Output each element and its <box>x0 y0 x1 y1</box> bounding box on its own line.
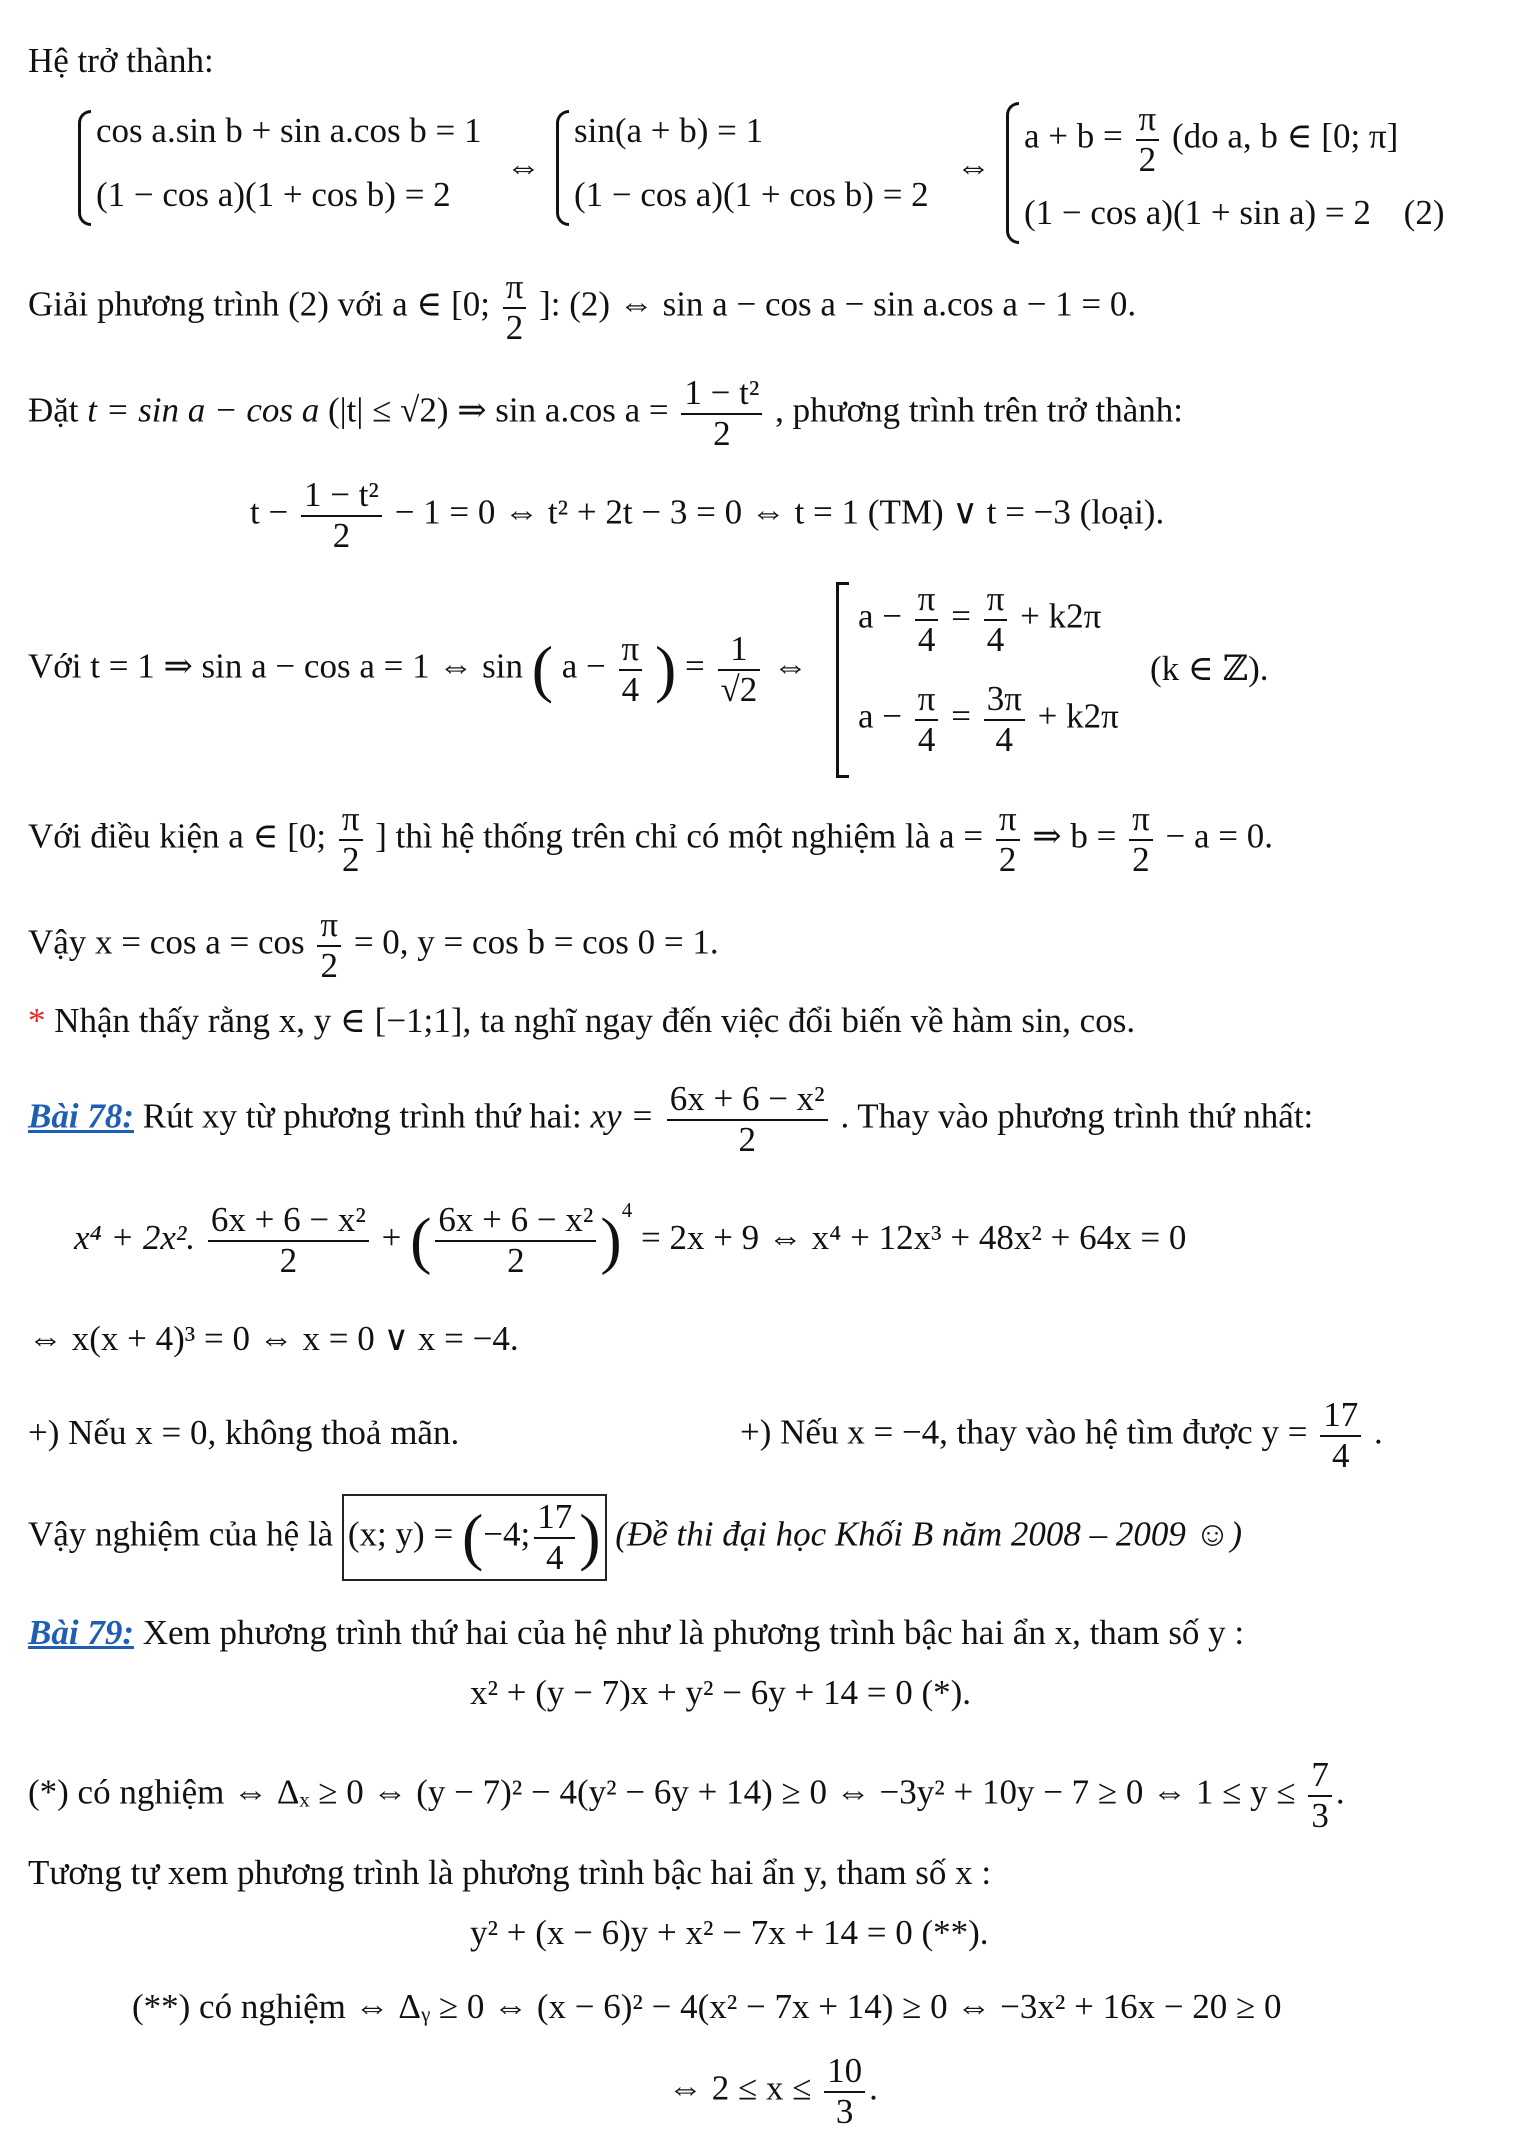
system-original-line2: (1 − cos a)(1 + cos b) = 2 <box>96 175 451 214</box>
fraction-denominator: 2 <box>998 839 1017 879</box>
system-original-line1: cos a.sin b + sin a.cos b = 1 <box>96 111 482 150</box>
fraction-denominator: 3 <box>835 2091 854 2131</box>
iff-symbol: ⇔ <box>506 147 541 186</box>
source-note: (Đề thi đại học Khối B năm 2008 – 2009 ☺) <box>615 1514 1243 1554</box>
fraction-numerator: π <box>996 800 1020 841</box>
pi-over-2-fraction <box>503 268 527 347</box>
pi-over-4-fraction <box>915 580 939 659</box>
fraction-denominator: 4 <box>545 1537 564 1577</box>
eq-rhs: = 2x + 9 ⇔ x⁴ + 12x³ + 48x² + 64x = 0 <box>640 1218 1187 1257</box>
equals: = <box>951 696 971 736</box>
quad-rhs: − 1 = 0 ⇔ t² + 2t − 3 = 0 ⇔ t = 1 (TM) ∨ t = −3 (loại). <box>394 492 1165 532</box>
fraction-numerator: π <box>1129 800 1153 841</box>
fraction-numerator: 7 <box>1308 1756 1332 1797</box>
solution-value: −4; <box>483 1514 531 1554</box>
t-one-prefix: Với t = 1 ⇒ sin a − cos a = 1 ⇔ sin <box>28 646 523 686</box>
case-lhs: a − <box>858 696 903 736</box>
fraction-numerator: π <box>619 630 643 671</box>
vay-prefix: Vậy x = cos a = cos <box>28 922 305 962</box>
note-line <box>28 1000 1135 1042</box>
solve-suffix: ]: (2) ⇔ sin a − cos a − sin a.cos a − 1 = 0. <box>539 284 1137 324</box>
bai79-cond2: (**) có nghiệm ⇔ Δᵧ ≥ 0 ⇔ (x − 6)² − 4(x² − 7x + 14) ≥ 0 ⇔ −3x² + 16x − 20 ≥ 0 <box>132 1987 1282 2026</box>
solve-prefix: Giải phương trình (2) với <box>28 284 384 324</box>
fraction-numerator: π <box>503 268 527 309</box>
bai79-eq2: y² + (x − 6)y + x² − 7x + 14 = 0 (**). <box>470 1913 989 1952</box>
fraction-denominator: 4 <box>917 619 936 659</box>
substitution-prefix: Đặt <box>28 390 79 430</box>
fraction-denominator: 4 <box>1331 1435 1350 1475</box>
fraction-numerator: π <box>915 580 939 621</box>
solution-lhs: (x; y) = <box>347 1514 454 1554</box>
bai78-label: Bài 78: <box>28 1096 134 1136</box>
substitution-fraction <box>435 1201 596 1280</box>
bai78-text1: Rút xy từ phương trình thứ hai: <box>142 1096 582 1136</box>
fraction-denominator: 4 <box>621 669 640 709</box>
bai78-text2: . Thay vào phương trình thứ nhất: <box>840 1096 1314 1136</box>
intro-heading: Hệ trở thành: <box>28 41 214 80</box>
fraction-numerator: 1 − t² <box>301 476 382 517</box>
power-4: 4 <box>621 1198 633 1222</box>
conclusion-prefix: Vậy nghiệm của hệ là <box>28 1514 334 1554</box>
fraction-denominator: 2 <box>1132 839 1150 879</box>
three-pi-over-4-fraction <box>984 680 1025 759</box>
substitution-fraction <box>208 1201 369 1280</box>
eq-lhs: x⁴ + 2x². <box>74 1218 196 1257</box>
equals: = <box>951 596 971 636</box>
seven-over-three-fraction <box>1308 1756 1332 1835</box>
period-term: + k2π <box>1037 696 1119 736</box>
bai79-text1: Xem phương trình thứ hai của hệ như là phương trình bậc hai ẩn x, tham số y : <box>142 1613 1245 1652</box>
bai78-factor: ⇔ x(x + 4)³ = 0 ⇔ x = 0 ∨ x = −4. <box>28 1319 519 1358</box>
pi-over-4-fraction <box>619 630 643 709</box>
note-text: Nhận thấy rằng x, y ∈ [−1;1], ta nghĩ ngay đến việc đổi biến về hàm sin, cos. <box>54 1001 1136 1040</box>
condition-line <box>28 800 1273 879</box>
pi-over-2-fraction <box>1136 100 1160 179</box>
pi-over-2-fraction <box>317 906 341 985</box>
vay-line <box>28 906 719 985</box>
condition-tail: − a = 0. <box>1165 816 1274 856</box>
case-m4-text: +) Nếu x = −4, thay vào hệ tìm được y = <box>740 1412 1308 1452</box>
bai78-case-m4: +) Nếu x = −4, thay vào hệ tìm được y = $\frac{17}{4}$ . <box>740 1395 1383 1475</box>
ten-over-three-fraction <box>824 2052 865 2131</box>
equation-2: (1 − cos a)(1 + sin a) = 2 <box>1024 193 1371 232</box>
fraction-denominator: 2 <box>505 307 524 347</box>
k-in-z: (k ∈ ℤ). <box>1150 649 1269 688</box>
fraction-numerator: π <box>317 906 341 947</box>
range2-text: ⇔ 2 ≤ x ≤ <box>668 2068 812 2108</box>
vay-suffix: = 0, y = cos b = cos 0 = 1. <box>353 922 719 962</box>
fraction-numerator: 6x + 6 − x² <box>208 1201 369 1242</box>
domain-note: (do a, b ∈ [0; π] <box>1171 116 1399 156</box>
case-2 <box>858 680 1119 759</box>
fraction-denominator: 2 <box>738 1119 756 1159</box>
quadratic-t-line <box>250 476 1164 555</box>
substitution-expr: t = sin a − cos a <box>87 390 320 430</box>
one-over-sqrt2-fraction <box>718 630 761 709</box>
iff-symbol-2: ⇔ <box>956 147 991 186</box>
t-equals-one-line: Với t = 1 ⇒ sin a − cos a = 1 ⇔ sin ( a − $\frac{\pi}{4}$ ) = $\frac{1}{√2}$ ⇔ <box>28 629 808 709</box>
cond1-text: (*) có nghiệm ⇔ Δₓ ≥ 0 ⇔ (y − 7)² − 4(y² − 6y + 14) ≥ 0 ⇔ −3y² + 10y − 7 ≥ 0 ⇔ 1 ≤ y ≤ <box>28 1772 1296 1812</box>
fraction-numerator: π <box>1136 100 1160 141</box>
fraction-numerator: 17 <box>1320 1396 1361 1437</box>
bai79-text2: Tương tự xem phương trình là phương trình bậc hai ẩn y, tham số x : <box>28 1853 992 1892</box>
case-bracket <box>836 576 1156 776</box>
bai78-conclusion <box>28 1494 1242 1581</box>
bai78-intro <box>28 1080 1313 1159</box>
xy-equals: xy = <box>590 1096 654 1136</box>
system-final <box>1006 96 1506 246</box>
interval-a: a ∈ [0; <box>392 284 490 324</box>
fraction-denominator: 4 <box>917 719 936 759</box>
bai79-intro <box>28 1612 1244 1654</box>
bai79-range2: ⇔ 2 ≤ x ≤ $\frac{10}{3}$ . <box>668 2051 878 2131</box>
fraction-numerator: π <box>339 800 363 841</box>
fraction-denominator: 2 <box>332 515 351 555</box>
condition-mid: ] thì hệ thống trên chỉ có một nghiệm là <box>375 816 931 856</box>
fraction-denominator: 4 <box>986 619 1005 659</box>
seventeen-over-four-fraction <box>1320 1396 1361 1475</box>
fraction-numerator: 10 <box>824 2052 865 2093</box>
note-star: * <box>28 1001 46 1040</box>
one-minus-t2-fraction <box>301 476 382 555</box>
system-final-line2 <box>1024 192 1444 234</box>
fraction-denominator: 2 <box>507 1240 525 1280</box>
a-plus-b-lhs: a + b = <box>1024 116 1123 156</box>
fraction-numerator: π <box>915 680 939 721</box>
pi-over-2-fraction <box>339 800 363 879</box>
bai79-cond1: (*) có nghiệm ⇔ Δₓ ≥ 0 ⇔ (y − 7)² − 4(y² − 6y + 14) ≥ 0 ⇔ −3y² + 10y − 7 ≥ 0 ⇔ 1 ≤ y ≤ $\frac{7}{3}$ . <box>28 1755 1345 1835</box>
interval-a: a ∈ [0; <box>228 816 327 856</box>
pi-over-2-fraction <box>996 800 1020 879</box>
system-simplified-line1: sin(a + b) = 1 <box>574 111 764 150</box>
fraction-denominator: 2 <box>341 839 360 879</box>
xy-fraction <box>667 1080 828 1159</box>
plus: + <box>381 1218 402 1257</box>
condition-prefix: Với điều kiện <box>28 816 220 856</box>
equals: = <box>685 646 705 686</box>
solution-box: (x; y) = (−4; $\frac{17}{4}$ ) <box>342 1494 607 1581</box>
substitution-suffix: , phương trình trên trở thành: <box>775 390 1183 430</box>
fraction-numerator: 3π <box>984 680 1025 721</box>
bai78-equation: x⁴ + 2x². $\frac{\text{6x + 6 − x²}}{2}$ + ( $\frac{\text{6x + 6 − x²}}{2}$ )$^4$ = 2x + 9 ⇔ x⁴ + 12x³ + 48x² + 64x = 0 <box>74 1198 1187 1280</box>
system-original <box>78 104 498 224</box>
bai78-case-zero: +) Nếu x = 0, không thoả mãn. <box>28 1413 460 1452</box>
fraction-denominator: 3 <box>1311 1795 1329 1835</box>
one-minus-t2-fraction <box>681 374 762 453</box>
fraction-denominator: 2 <box>320 945 338 985</box>
fraction-denominator: 2 <box>713 413 731 453</box>
substitution-condition: (|t| ≤ √2) ⇒ sin a.cos a = <box>328 390 669 430</box>
b-equals: ⇒ b = <box>1032 816 1117 856</box>
bai79-eq1: x² + (y − 7)x + y² − 6y + 14 = 0 (*). <box>470 1673 972 1712</box>
pi-over-2-fraction <box>1129 800 1153 879</box>
pi-over-4-fraction <box>984 580 1008 659</box>
fraction-numerator: π <box>984 580 1008 621</box>
fraction-numerator: 6x + 6 − x² <box>435 1201 596 1242</box>
period-term: + k2π <box>1020 596 1102 636</box>
case-lhs: a − <box>858 596 903 636</box>
equation-2-tag: (2) <box>1403 193 1445 232</box>
solve-eq2-line <box>28 268 1136 347</box>
pi-over-4-fraction <box>915 680 939 759</box>
fraction-numerator: 17 <box>534 1498 575 1539</box>
system-simplified-line2: (1 − cos a)(1 + cos b) = 2 <box>574 175 929 214</box>
fraction-numerator: 1 − t² <box>681 374 762 415</box>
fraction-denominator: 4 <box>995 719 1014 759</box>
system-final-line1 <box>1024 100 1398 179</box>
substitution-line <box>28 374 1183 453</box>
system-simplified <box>556 104 956 224</box>
fraction-denominator: √2 <box>720 669 758 709</box>
fraction-denominator: 2 <box>1138 139 1157 179</box>
iff-symbol: ⇔ <box>773 646 808 686</box>
a-equals: a = <box>939 816 984 856</box>
seventeen-over-four-fraction <box>534 1498 575 1577</box>
fraction-numerator: 1 <box>718 630 761 671</box>
fraction-numerator: 6x + 6 − x² <box>667 1080 828 1121</box>
t-one-inner: a − <box>561 646 606 686</box>
bai79-label: Bài 79: <box>28 1613 134 1652</box>
case-1 <box>858 580 1101 659</box>
quad-lhs: t − <box>250 492 289 532</box>
fraction-denominator: 2 <box>279 1240 298 1280</box>
